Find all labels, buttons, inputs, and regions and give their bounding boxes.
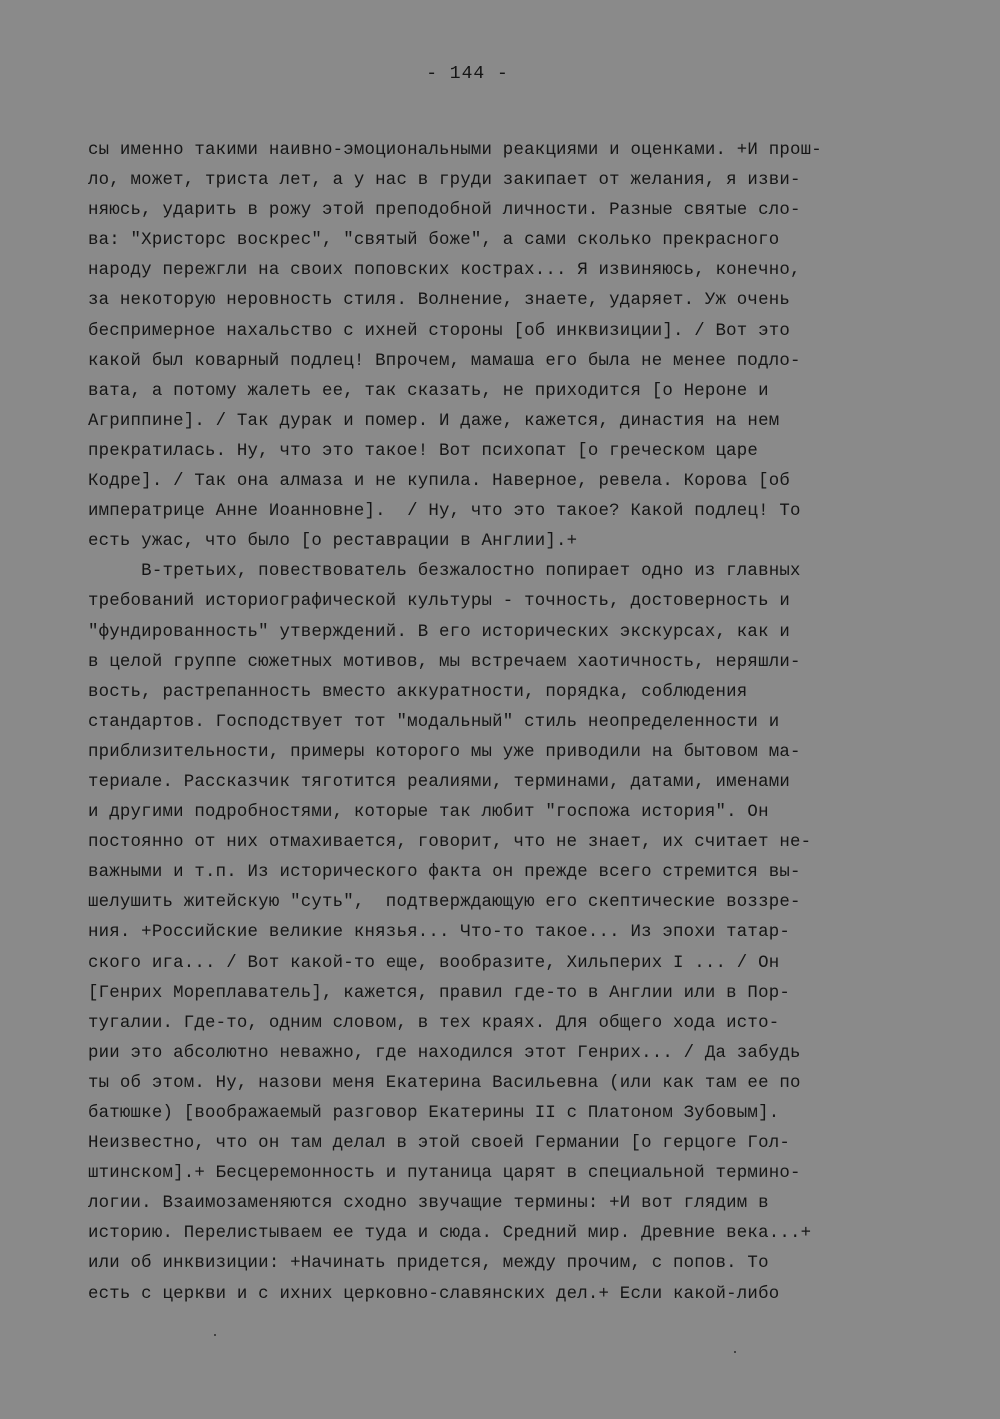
text-line: народу пережгли на своих поповских кострах... Я извиняюсь, конечно, xyxy=(88,261,801,281)
text-line: териале. Рассказчик тяготится реалиями, терминами, датами, именами xyxy=(88,772,790,792)
text-line: важными и т.п. Из исторического факта он прежде всего стремится вы- xyxy=(88,863,801,883)
text-line: Неизвестно, что он там делал в этой своей Германии [о герцоге Гол- xyxy=(88,1134,790,1154)
text-line: няюсь, ударить в рожу этой преподобной личности. Разные святые сло- xyxy=(88,201,801,221)
text-line: прекратилась. Ну, что это такое! Вот психопат [о греческом царе xyxy=(88,441,759,461)
text-line: [Генрих Мореплаватель], кажется, правил где-то в Англии или в Пор- xyxy=(88,983,790,1003)
scan-speck xyxy=(214,1334,216,1336)
text-line: рии это абсолютно неважно, где находился этот Генрих... / Да забудь xyxy=(88,1043,801,1063)
text-line: историю. Перелистываем ее туда и сюда. Средний мир. Древние века...+ xyxy=(88,1224,812,1244)
text-line: тугалии. Где-то, одним словом, в тех краях. Для общего хода исто- xyxy=(88,1013,780,1033)
text-line: постоянно от них отмахивается, говорит, что не знает, их считает не- xyxy=(88,833,812,853)
text-line: беспримерное нахальство с ихней стороны [об инквизиции]. / Вот это xyxy=(88,321,790,341)
text-line: приблизительности, примеры которого мы уже приводили на бытовом ма- xyxy=(88,742,801,762)
text-line: требований историографической культуры - точность, достоверность и xyxy=(88,592,790,612)
text-line: есть с церкви и с ихних церковно-славянских дел.+ Если какой-либо xyxy=(88,1284,780,1304)
text-line: Кодре]. / Так она алмаза и не купила. Наверное, ревела. Корова [об xyxy=(88,472,790,492)
text-line: шелушить житейскую "суть", подтверждающую его скептические воззре- xyxy=(88,893,801,913)
scan-speck xyxy=(734,1351,736,1353)
body-text xyxy=(88,136,918,1310)
text-line: батюшке) [воображаемый разговор Екатерины II с Платоном Зубовым]. xyxy=(88,1104,780,1123)
text-line: ты об этом. Ну, назови меня Екатерина Васильевна (или как там ее по xyxy=(88,1073,801,1093)
text-line: есть ужас, что было [о реставрации в Англии].+ xyxy=(88,532,578,552)
text-line: императрице Анне Иоанновне]. / Ну, что это такое? Какой подлец! То xyxy=(88,502,801,522)
text-line: сы именно такими наивно-эмоциональными реакциями и оценками. +И прош- xyxy=(88,141,822,160)
text-line: вата, а потому жалеть ее, так сказать, не приходится [о Нероне и xyxy=(88,381,769,401)
text-line: ло, может, триста лет, а у нас в груди закипает от желания, я изви- xyxy=(88,171,801,191)
text-line: ского ига... / Вот какой-то еще, вообразите, Хильперих I ... / Он xyxy=(88,953,780,973)
text-line: штинском].+ Бесцеремонность и путаница царят в специальной термино- xyxy=(88,1164,801,1184)
page-number: - 144 - xyxy=(426,64,509,84)
text-line: логии. Взаимозаменяются сходно звучащие термины: +И вот глядим в xyxy=(88,1194,769,1214)
text-line: и другими подробностями, которые так любит "госпожа история". Он xyxy=(88,803,769,823)
text-line: стандартов. Господствует тот "модальный" стиль неопределенности и xyxy=(88,712,780,732)
text-line: какой был коварный подлец! Впрочем, мамаша его была не менее подло- xyxy=(88,351,801,371)
text-line: ва: "Христорс воскрес", "святый боже", а сами сколько прекрасного xyxy=(88,231,780,251)
text-line: или об инквизиции: +Начинать придется, между прочим, с попов. То xyxy=(88,1254,769,1274)
paragraph-start-line: В-третьих, повествователь безжалостно попирает одно из главных xyxy=(88,562,801,582)
text-line: вость, растрепанность вместо аккуратности, порядка, соблюдения xyxy=(88,682,748,702)
text-line: в целой группе сюжетных мотивов, мы встречаем хаотичность, неряшли- xyxy=(88,652,801,672)
text-line: ния. +Российские великие князья... Что-то такое... Из эпохи татар- xyxy=(88,923,790,943)
text-line: за некоторую неровность стиля. Волнение, знаете, ударяет. Уж очень xyxy=(88,291,790,311)
text-line: Агриппине]. / Так дурак и помер. И даже, кажется, династия на нем xyxy=(88,411,780,431)
text-line: "фундированность" утверждений. В его исторических экскурсах, как и xyxy=(88,622,790,642)
